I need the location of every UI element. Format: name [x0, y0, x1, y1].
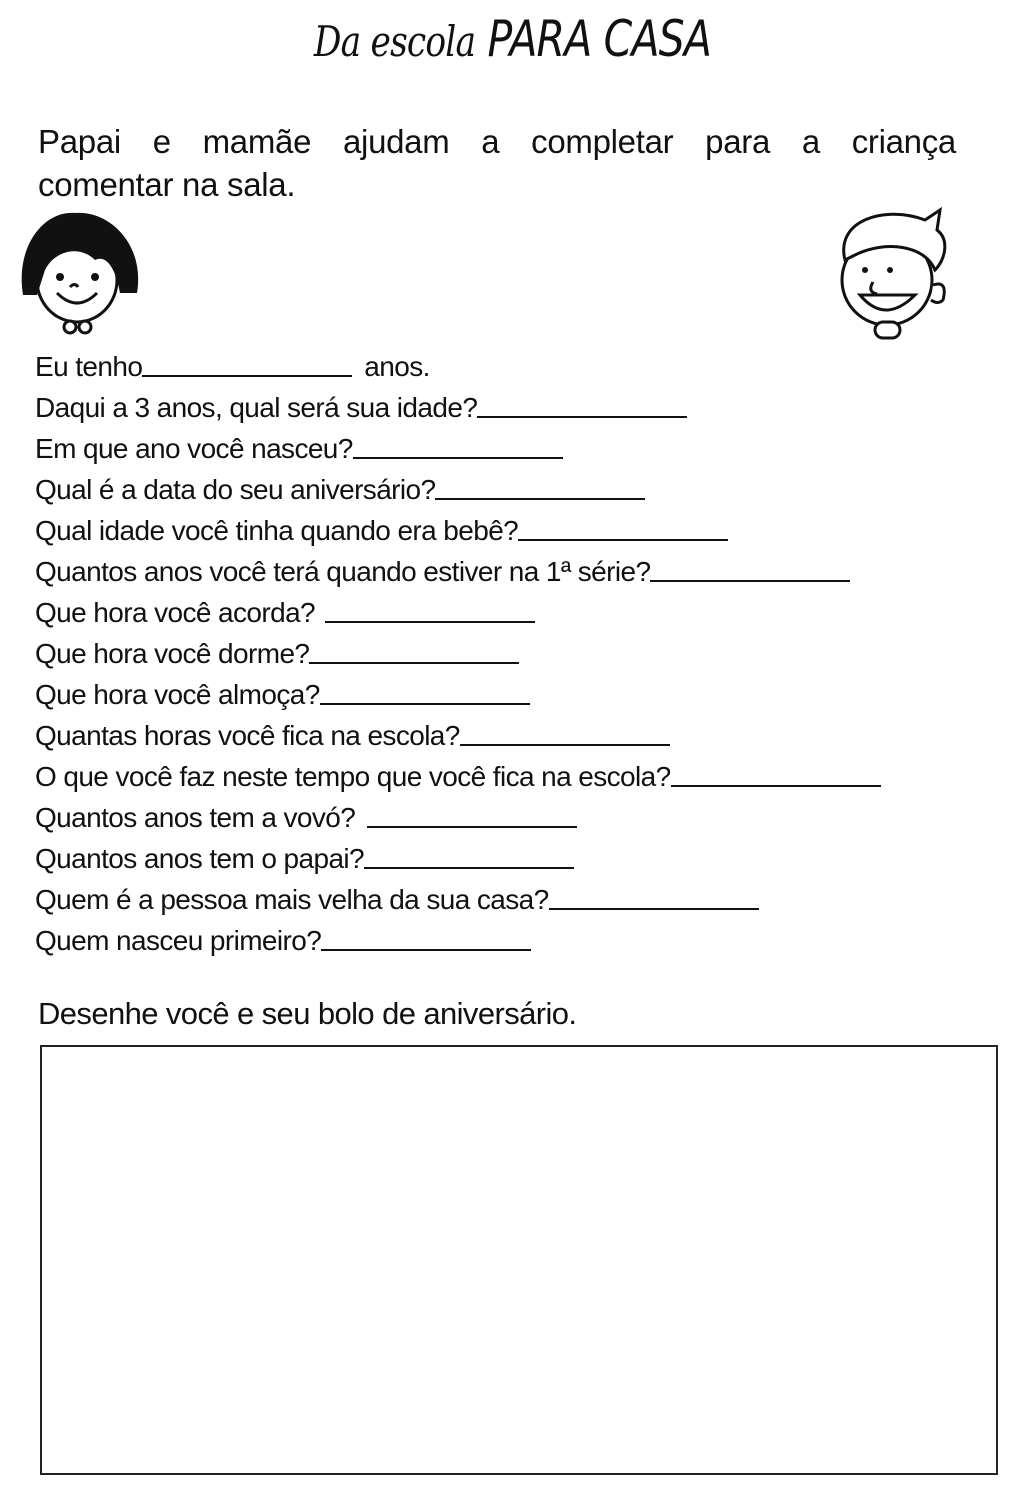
- instructions-line-1: Papai e mamãe ajudam a completar para a criança: [38, 123, 956, 160]
- question-text: Qual idade você tinha quando era bebê?: [35, 515, 519, 546]
- answer-line[interactable]: [325, 620, 535, 623]
- question-row: [35, 835, 574, 875]
- answer-line[interactable]: [671, 784, 881, 787]
- answer-line[interactable]: [321, 948, 531, 951]
- question-age: [35, 343, 430, 383]
- question-text: Eu tenho: [35, 351, 143, 382]
- question-text: Qual é a data do seu aniversário?: [35, 474, 436, 505]
- instructions: [38, 120, 956, 206]
- question-text: Quem é a pessoa mais velha da sua casa?: [35, 884, 549, 915]
- question-row: [35, 876, 759, 916]
- girl-face-illustration: [15, 205, 145, 335]
- answer-line[interactable]: [650, 579, 850, 582]
- question-text: Que hora você dorme?: [35, 638, 310, 669]
- question-text: Quantos anos tem o papai?: [35, 843, 365, 874]
- answer-line[interactable]: [364, 866, 574, 869]
- question-text: Que hora você acorda?: [35, 597, 316, 628]
- question-row: [35, 712, 670, 752]
- question-row: [35, 630, 519, 670]
- worksheet-title: [92, 10, 933, 68]
- question-row: [35, 507, 728, 547]
- question-text: Daqui a 3 anos, qual será sua idade?: [35, 392, 478, 423]
- question-text: O que você faz neste tempo que você fica na escola?: [35, 761, 671, 792]
- answer-line[interactable]: [549, 907, 759, 910]
- answer-line[interactable]: [518, 538, 728, 541]
- instructions-line-2: comentar na sala.: [38, 166, 296, 203]
- answer-line[interactable]: [477, 415, 687, 418]
- question-row: [35, 917, 531, 957]
- drawing-area[interactable]: [40, 1045, 998, 1475]
- answer-line[interactable]: [353, 456, 563, 459]
- answer-line[interactable]: [367, 825, 577, 828]
- title-part-2: PARA CASA: [487, 10, 712, 68]
- question-row: [35, 794, 577, 834]
- boy-face-illustration: [825, 200, 955, 345]
- answer-line[interactable]: [435, 497, 645, 500]
- answer-line[interactable]: [142, 374, 352, 377]
- question-row: [35, 425, 563, 465]
- question-row: [35, 671, 530, 711]
- answer-line[interactable]: [309, 661, 519, 664]
- question-text: Quantas horas você fica na escola?: [35, 720, 460, 751]
- question-text: Que hora você almoça?: [35, 679, 320, 710]
- question-text: Quem nasceu primeiro?: [35, 925, 322, 956]
- drawing-instruction: Desenhe você e seu bolo de aniversário.: [38, 996, 577, 1031]
- question-text: Em que ano você nasceu?: [35, 433, 353, 464]
- question-row: [35, 548, 850, 588]
- question-row: [35, 384, 687, 424]
- question-row: [35, 753, 881, 793]
- question-text: Quantos anos você terá quando estiver na 1ª série?: [35, 556, 651, 587]
- answer-line[interactable]: [320, 702, 530, 705]
- question-text: Quantos anos tem a vovó?: [35, 802, 356, 833]
- question-suffix: anos.: [364, 351, 430, 382]
- question-row: [35, 589, 535, 629]
- title-part-1: Da escola: [313, 17, 476, 66]
- question-row: [35, 466, 645, 506]
- answer-line[interactable]: [460, 743, 670, 746]
